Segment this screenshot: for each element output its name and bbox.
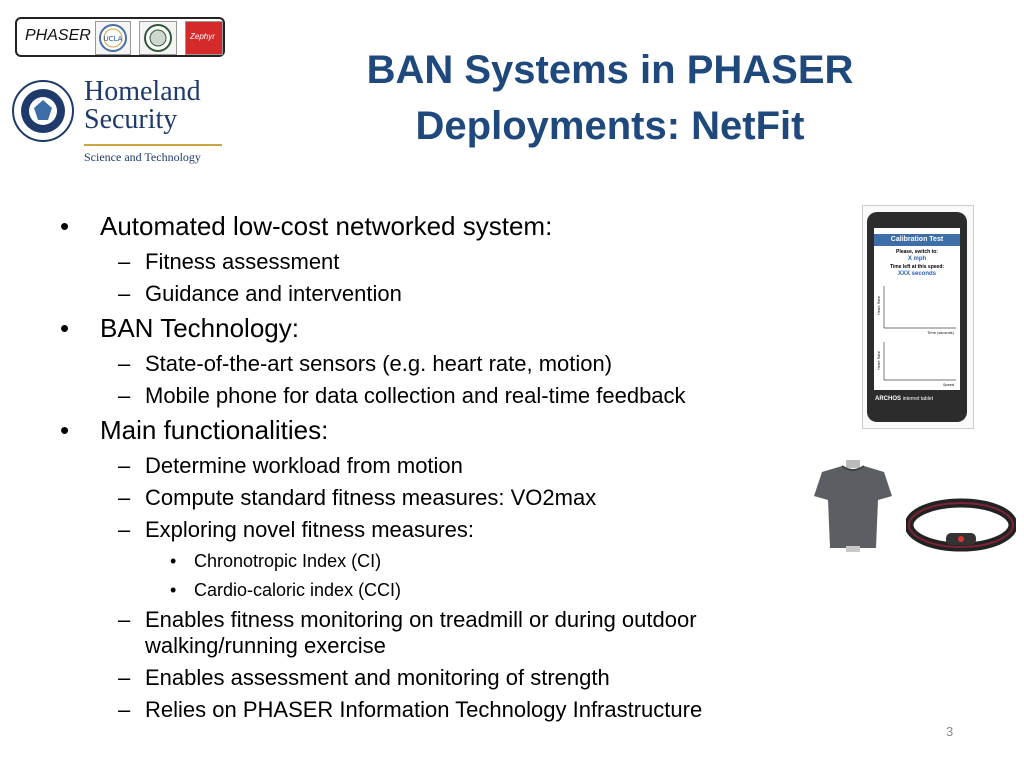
dash-glyph: – <box>118 607 131 632</box>
phone-mini-charts <box>874 280 960 390</box>
sub-bullet-sensors <box>60 351 830 377</box>
sub-bullet-fitness-assessment <box>60 249 830 275</box>
screen-seconds-value: XXX seconds <box>897 271 936 277</box>
sub-bullet-mobile-phone <box>60 383 830 409</box>
sub-bullet-it-infrastructure <box>60 697 830 723</box>
sub-bullet-text-line-1: Enables fitness monitoring on treadmill or during outdoor <box>145 607 697 632</box>
dash-glyph: – <box>118 697 131 722</box>
calibration-test-header: Calibration Test <box>874 234 960 246</box>
dash-glyph: – <box>118 665 131 690</box>
sub-bullet-text: Determine workload from motion <box>145 453 463 478</box>
slide-title-line-2: Deployments: NetFit <box>415 104 805 148</box>
sub-bullet-text: Relies on PHASER Information Technology Infrastructure <box>145 697 703 722</box>
sub-bullet-strength <box>60 665 830 691</box>
sub-bullet-fitness-monitoring <box>60 607 830 659</box>
dhs-homeland-text: Homeland <box>84 76 201 107</box>
sub-bullet-text: Compute standard fitness measures: VO2max <box>145 485 597 510</box>
sub-sub-bullet-cci: • Cardio-caloric index (CCI) <box>60 579 830 601</box>
dash-glyph: – <box>118 351 131 376</box>
dhs-science-technology-text: Science and Technology <box>84 150 201 164</box>
mini-chart-1-xlabel: Time (seconds) <box>927 331 954 335</box>
bullet-ban-technology: • BAN Technology: <box>60 311 830 345</box>
dash-glyph: – <box>118 383 131 408</box>
screen-speed-value: X mph <box>907 256 927 262</box>
sub-bullet-guidance <box>60 281 830 307</box>
phaser-logo-text: PHASER <box>25 27 91 44</box>
ucla-seal-logo <box>95 21 131 55</box>
slide-title-line-1: BAN Systems in PHASER <box>366 48 854 92</box>
bullet-main-functionalities: • Main functionalities: <box>60 413 830 447</box>
phone-screen <box>874 228 960 390</box>
bullet-list <box>60 205 830 723</box>
screen-instruction: Please, switch to: <box>896 249 938 255</box>
dhs-seal-icon <box>12 80 74 142</box>
page-number: 3 <box>946 724 954 739</box>
sub-bullet-text: Mobile phone for data collection and real-time feedback <box>145 383 686 408</box>
heart-rate-strap-image <box>906 495 1016 555</box>
sub-bullet-vo2max <box>60 485 830 511</box>
zephyr-logo-text: Zephyr <box>190 32 215 41</box>
partner-logos <box>15 17 225 57</box>
dash-glyph: – <box>118 517 131 542</box>
sub-bullet-text: Exploring novel fitness measures: <box>145 517 474 542</box>
dhs-divider <box>84 144 222 146</box>
dash-glyph: – <box>118 485 131 510</box>
phone-brand-name: ARCHOS <box>875 396 902 402</box>
mini-chart-2-ylabel: Heart Rate <box>877 351 881 370</box>
ucla-logo-label: UCLA <box>103 35 123 43</box>
slide-title <box>290 42 930 154</box>
sub-bullet-text: Enables assessment and monitoring of strength <box>145 665 610 690</box>
university-seal-logo <box>139 21 177 55</box>
zephyr-logo <box>185 21 223 55</box>
dash-glyph: – <box>118 249 131 274</box>
sub-bullet-workload <box>60 453 830 479</box>
mini-chart-1-ylabel: Heart Rate <box>877 296 881 315</box>
dash-glyph: – <box>118 453 131 478</box>
mobile-phone-image <box>862 205 974 429</box>
phone-brand <box>875 396 933 402</box>
sub-sub-bullet-ci: • Chronotropic Index (CI) <box>60 550 830 572</box>
phone-body <box>867 212 967 422</box>
sub-bullet-novel-measures <box>60 517 830 543</box>
phone-brand-sub: internet tablet <box>902 396 933 402</box>
mini-chart-2-xlabel: Speed <box>943 383 954 387</box>
dash-glyph: – <box>118 281 131 306</box>
sub-bullet-text-line-2: walking/running exercise <box>145 633 386 658</box>
sub-bullet-text: Guidance and intervention <box>145 281 402 306</box>
bullet-automated-system: • Automated low-cost networked system: <box>60 209 830 243</box>
sub-bullet-text: Fitness assessment <box>145 249 340 274</box>
screen-time-left-label: Time left at this speed: <box>889 264 945 270</box>
tshirt-image <box>812 460 894 552</box>
dhs-security-text: Security <box>84 104 178 135</box>
sub-bullet-text: State-of-the-art sensors (e.g. heart rate, motion) <box>145 351 613 376</box>
